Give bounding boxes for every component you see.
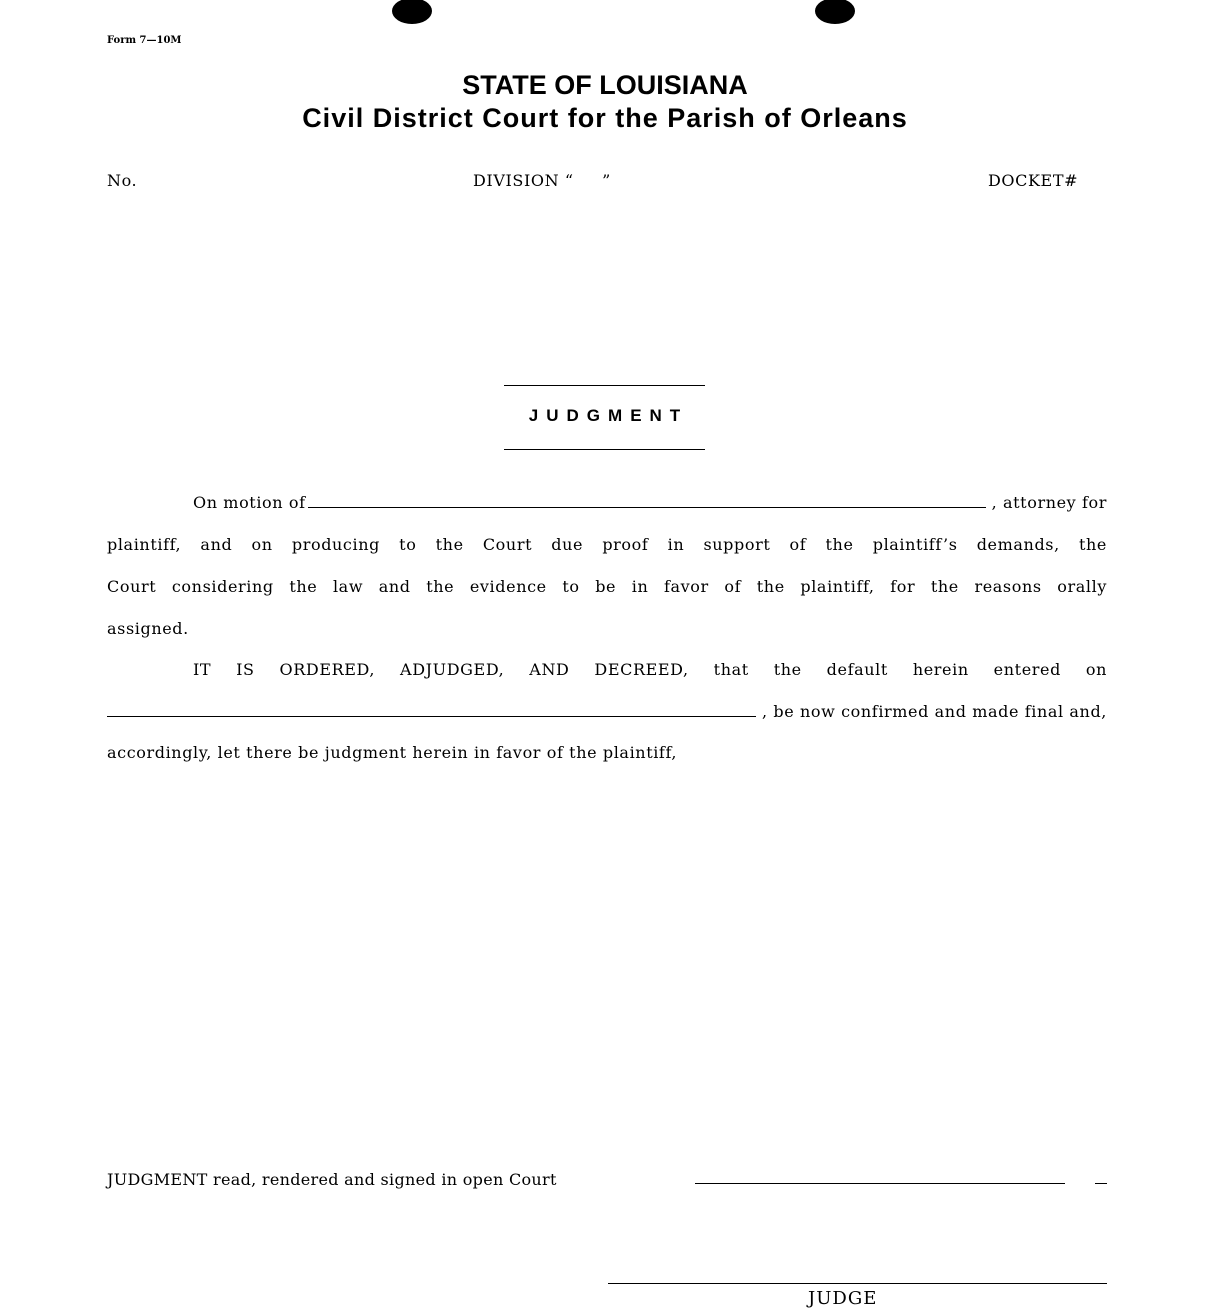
motion-line xyxy=(193,494,1107,511)
case-number-label: No. xyxy=(107,171,138,190)
title-rule-top xyxy=(504,385,705,386)
body-line-4: assigned. xyxy=(107,619,189,638)
signed-in-court-text: JUDGMENT read, rendered and signed in open Court xyxy=(107,1170,557,1189)
division-label: DIVISION “ ” xyxy=(473,171,611,190)
title-rule-bottom xyxy=(504,449,705,450)
body-line-2: plaintiff, and on producing to the Court due proof in support of the plaintiff’s demands, the xyxy=(107,535,1107,554)
attorney-for-text: , attorney for xyxy=(991,493,1107,512)
body-line-3: Court considering the law and the evidence to be in favor of the plaintiff, for the reasons orally xyxy=(107,577,1107,596)
judgment-favor-line: accordingly, let there be judgment herein in favor of the plaintiff, xyxy=(107,743,678,762)
default-date-field[interactable] xyxy=(107,715,756,717)
document-title: JUDGMENT xyxy=(528,406,689,425)
punch-hole-left xyxy=(392,0,432,24)
state-heading: STATE OF LOUISIANA xyxy=(462,70,748,100)
court-heading: Civil District Court for the Parish of Orleans xyxy=(302,103,908,133)
signed-date-field-tail xyxy=(1095,1183,1107,1184)
default-date-line xyxy=(107,703,1107,720)
confirmed-text: , be now confirmed and made final and, xyxy=(762,702,1107,721)
docket-label: DOCKET# xyxy=(988,171,1079,190)
motion-of-text: On motion of xyxy=(193,493,306,512)
ordered-line: IT IS ORDERED, ADJUDGED, AND DECREED, that the default herein entered on xyxy=(193,660,1107,679)
judge-signature-field[interactable] xyxy=(608,1283,1107,1284)
judge-label: JUDGE xyxy=(808,1288,878,1309)
punch-hole-right xyxy=(815,0,855,24)
attorney-name-field[interactable] xyxy=(308,506,986,508)
form-number: Form 7—10M xyxy=(107,35,182,46)
signed-date-field[interactable] xyxy=(695,1183,1065,1184)
